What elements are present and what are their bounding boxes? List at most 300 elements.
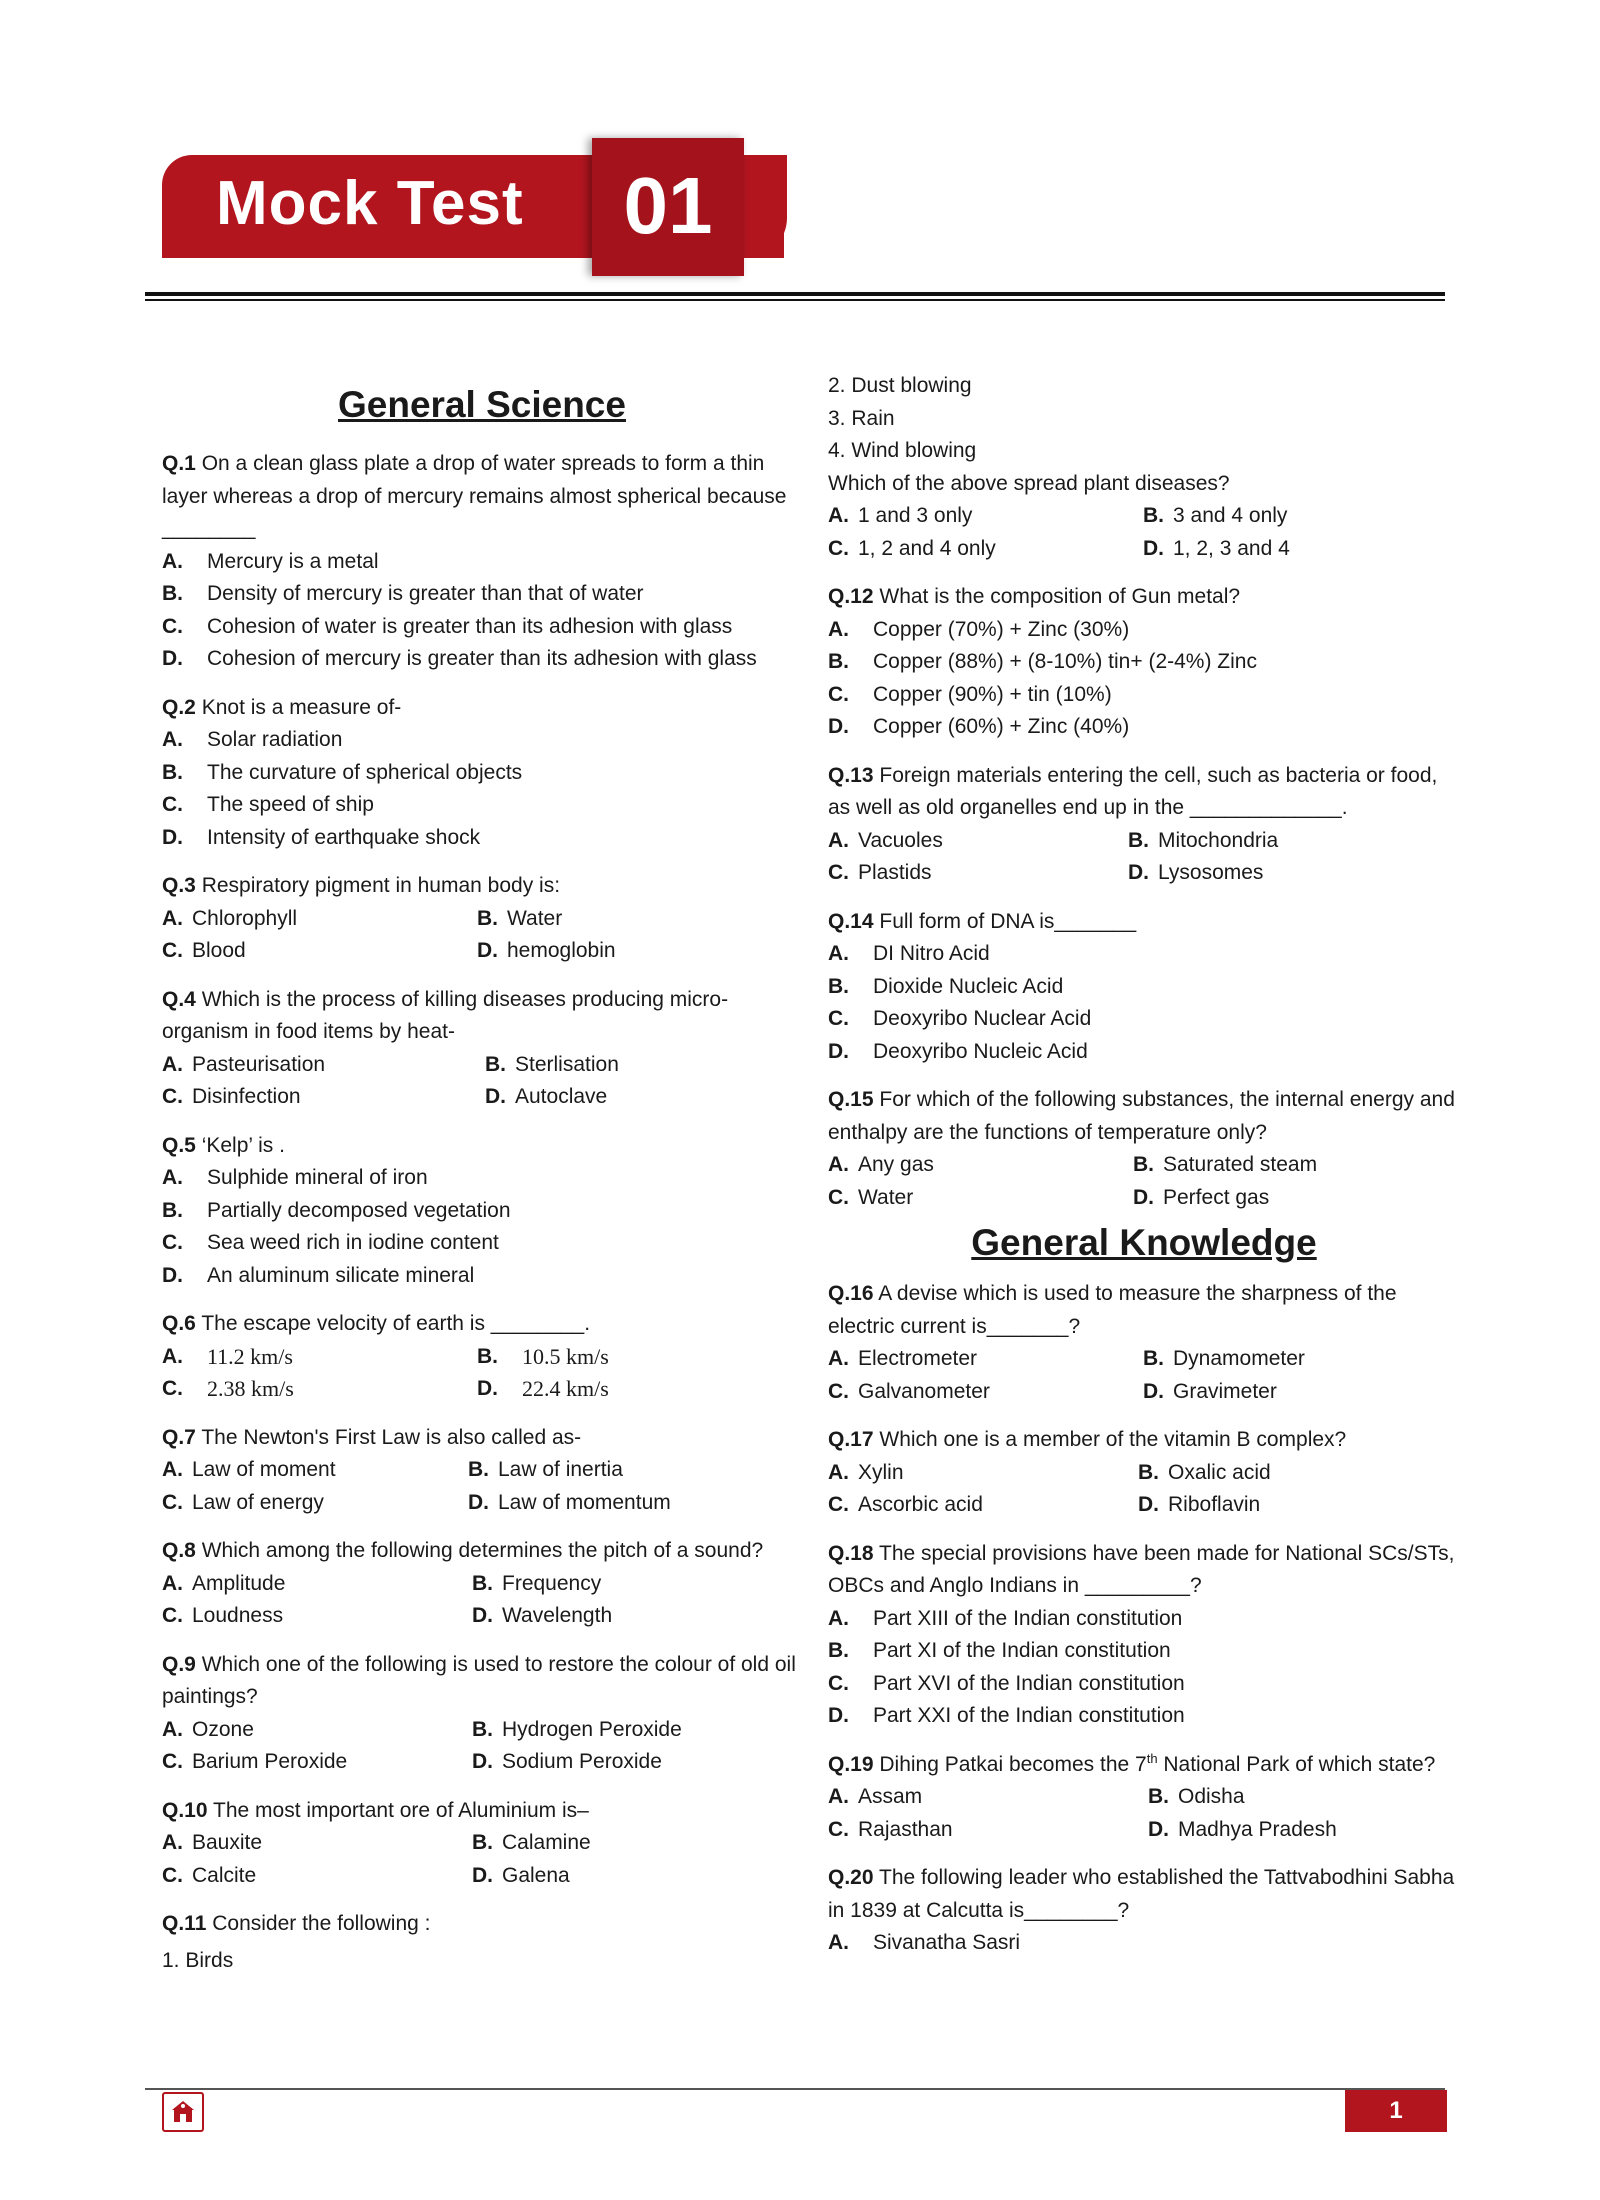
option-letter: B. (1143, 1347, 1164, 1370)
option-a[interactable] (828, 1927, 1460, 1960)
option-text: Electrometer (858, 1347, 978, 1370)
option-text: 11.2 km/s (207, 1343, 293, 1369)
option-text: Water (858, 1185, 914, 1209)
question-number: Q.12 (828, 585, 874, 608)
option-text: Sulphide mineral of iron (207, 1166, 428, 1189)
option-c[interactable] (162, 1600, 472, 1633)
option-letter: A. (162, 1052, 183, 1076)
section-title-general-knowledge: General Knowledge (971, 1222, 1317, 1263)
ordinal-suffix: th (1146, 1750, 1158, 1766)
question-text: The following leader who established the Tattvabodhini Sabha in 1839 at Calcutta is________? (828, 1866, 1455, 1922)
question-text: The most important ore of Aluminium is– (213, 1798, 589, 1822)
question-11-cont (828, 370, 1460, 565)
option-text: Copper (88%) + (8-10%) tin+ (2-4%) Zinc (873, 650, 1257, 673)
banner-number-box (592, 138, 744, 276)
option-text: Deoxyribo Nucleic Acid (873, 1039, 1088, 1063)
option-text: Calamine (502, 1831, 591, 1854)
option-text: Bauxite (192, 1831, 263, 1854)
option-letter: A. (828, 942, 849, 965)
option-a[interactable] (162, 1827, 472, 1860)
option-text: Water (507, 906, 563, 930)
option-b[interactable] (472, 1714, 802, 1747)
question-number: Q.1 (162, 452, 196, 475)
option-letter: C. (828, 1817, 849, 1841)
option-text: Rajasthan (858, 1817, 953, 1841)
option-d[interactable] (468, 1487, 802, 1520)
option-letter: B. (472, 1571, 493, 1595)
option-letter: D. (162, 647, 183, 670)
option-letter: C. (828, 682, 849, 706)
question-text: Dihing Patkai becomes the 7 (879, 1752, 1147, 1776)
option-text: Lysosomes (1158, 861, 1264, 884)
option-c[interactable] (828, 1003, 1460, 1036)
option-c[interactable] (828, 857, 1128, 890)
option-letter: A. (162, 1571, 183, 1595)
option-text: The curvature of spherical objects (207, 760, 523, 784)
option-d[interactable] (472, 1746, 802, 1779)
option-text: 2.38 km/s (207, 1376, 294, 1401)
option-text: Gravimeter (1173, 1379, 1277, 1403)
question-text: Which one of the following is used to restore the colour of old oil paintings? (162, 1652, 796, 1708)
option-letter: C. (828, 1185, 849, 1209)
option-text: 1, 2, 3 and 4 (1173, 536, 1290, 560)
option-text: Blood (192, 939, 246, 962)
option-text: Galena (502, 1863, 570, 1887)
option-letter: C. (162, 1863, 183, 1887)
option-a[interactable] (162, 724, 802, 757)
option-a[interactable] (828, 500, 1143, 533)
option-b[interactable] (485, 1049, 802, 1082)
question-text: Which one is a member of the vitamin B complex? (879, 1428, 1347, 1451)
option-c[interactable] (162, 1746, 472, 1779)
option-text: Chlorophyll (192, 906, 298, 930)
option-b[interactable] (162, 757, 802, 790)
option-text: 1, 2 and 4 only (858, 536, 996, 560)
option-letter: B. (828, 650, 849, 673)
option-letter: D. (1138, 1493, 1159, 1516)
option-text: Sea weed rich in iodine content (207, 1231, 499, 1254)
option-letter: A. (162, 1831, 183, 1854)
question-number: Q.17 (828, 1428, 874, 1451)
question-number: Q.6 (162, 1312, 196, 1335)
option-text: Density of mercury is greater than that of water (207, 582, 644, 605)
option-d[interactable] (1143, 1376, 1460, 1409)
list-item: 3. Rain (828, 406, 895, 430)
option-d[interactable] (1143, 533, 1460, 566)
option-text: Saturated steam (1163, 1153, 1318, 1176)
question-text: Foreign materials entering the cell, such as bacteria or food, as well as old organelles end up in the _____________. (828, 763, 1438, 819)
option-c[interactable] (828, 1814, 1148, 1847)
question-text: What is the composition of Gun metal? (879, 585, 1241, 608)
question-15 (828, 1084, 1460, 1214)
option-text: Mitochondria (1158, 828, 1279, 852)
question-text: A devise which is used to measure the sharpness of the electric current is_______? (828, 1282, 1397, 1338)
option-letter: D. (828, 1704, 849, 1727)
option-d[interactable] (477, 935, 802, 968)
option-letter: A. (162, 549, 183, 573)
option-letter: C. (828, 1671, 849, 1695)
question-17 (828, 1424, 1460, 1522)
option-text: Part XIII of the Indian constitution (873, 1606, 1183, 1630)
option-text: hemoglobin (507, 939, 616, 962)
question-12 (828, 581, 1460, 744)
option-letter: D. (472, 1604, 493, 1627)
option-text: Law of inertia (498, 1458, 623, 1481)
option-text: Madhya Pradesh (1178, 1817, 1337, 1841)
option-c[interactable] (828, 1668, 1460, 1701)
option-text: Frequency (502, 1571, 602, 1595)
option-text: Copper (60%) + Zinc (40%) (873, 715, 1130, 738)
option-text: Disinfection (192, 1085, 301, 1108)
option-a[interactable] (162, 1162, 802, 1195)
left-column (162, 372, 802, 1993)
question-5 (162, 1130, 802, 1293)
option-text: Loudness (192, 1604, 284, 1627)
option-b[interactable] (1133, 1149, 1460, 1182)
mock-test-banner (162, 138, 784, 276)
option-letter: C. (162, 1750, 183, 1773)
option-b[interactable] (1143, 500, 1460, 533)
option-letter: D. (162, 825, 183, 849)
option-letter: B. (828, 974, 849, 998)
option-letter: D. (477, 1377, 498, 1400)
option-c[interactable] (162, 935, 477, 968)
option-a[interactable] (162, 546, 802, 579)
option-text: Vacuoles (858, 828, 943, 852)
option-d[interactable] (162, 1260, 802, 1293)
question-number: Q.16 (828, 1282, 874, 1305)
option-letter: C. (162, 793, 183, 816)
option-text: The speed of ship (207, 793, 374, 816)
question-20 (828, 1862, 1460, 1960)
option-text: 10.5 km/s (522, 1343, 609, 1369)
option-letter: B. (485, 1052, 506, 1076)
option-d[interactable] (828, 1700, 1460, 1733)
option-text: Partially decomposed vegetation (207, 1198, 511, 1222)
option-a[interactable] (162, 903, 477, 936)
option-text: Perfect gas (1163, 1185, 1270, 1209)
option-letter: D. (1143, 536, 1164, 560)
option-d[interactable] (472, 1600, 802, 1633)
option-c[interactable] (162, 1227, 802, 1260)
question-text: Which among the following determines the pitch of a sound? (201, 1539, 764, 1562)
question-3 (162, 870, 802, 968)
option-letter: C. (162, 1604, 183, 1627)
list-item: 1. Birds (162, 1948, 234, 1972)
option-letter: C. (162, 1085, 183, 1108)
question-number: Q.2 (162, 695, 196, 719)
option-text: Copper (90%) + tin (10%) (873, 682, 1112, 706)
option-text: Part XI of the Indian constitution (873, 1639, 1171, 1662)
option-letter: A. (828, 828, 849, 852)
option-text: Barium Peroxide (192, 1750, 348, 1773)
option-c[interactable] (162, 789, 802, 822)
option-letter: D. (1143, 1379, 1164, 1403)
option-letter: A. (828, 1931, 849, 1954)
question-number: Q.4 (162, 987, 196, 1011)
question-text-cont: National Park of which state? (1157, 1752, 1436, 1776)
option-d[interactable] (1138, 1489, 1460, 1522)
option-d[interactable] (472, 1860, 802, 1893)
question-18 (828, 1538, 1460, 1733)
option-text: Ascorbic acid (858, 1493, 983, 1516)
option-text: 1 and 3 only (858, 504, 973, 527)
option-text: Law of moment (192, 1458, 336, 1481)
option-b[interactable] (828, 971, 1460, 1004)
option-text: Wavelength (502, 1604, 613, 1627)
question-number: Q.10 (162, 1798, 208, 1822)
option-letter: A. (828, 1785, 849, 1808)
option-letter: D. (485, 1085, 506, 1108)
option-letter: D. (1148, 1817, 1169, 1841)
question-text: Consider the following : (212, 1912, 431, 1935)
question-text: The Newton's First Law is also called as- (201, 1425, 582, 1449)
question-number: Q.7 (162, 1425, 196, 1449)
question-8 (162, 1535, 802, 1633)
question-19 (828, 1749, 1460, 1847)
option-c[interactable] (828, 1489, 1138, 1522)
option-letter: D. (828, 1039, 849, 1063)
option-text: Riboflavin (1168, 1493, 1261, 1516)
option-text: Sodium Peroxide (502, 1750, 662, 1773)
option-b[interactable] (828, 646, 1460, 679)
question-text: The special provisions have been made for National SCs/STs, OBCs and Anglo Indians in _________? (828, 1541, 1455, 1597)
option-letter: D. (162, 1263, 183, 1287)
option-letter: B. (477, 1344, 498, 1368)
footer-rule (145, 2088, 1445, 2090)
option-letter: A. (828, 1153, 849, 1176)
option-text: Solar radiation (207, 728, 343, 751)
test-number: 01 (623, 161, 713, 250)
option-text: Dioxide Nucleic Acid (873, 974, 1064, 998)
option-a[interactable] (828, 938, 1460, 971)
option-letter: A. (828, 1460, 849, 1484)
option-a[interactable] (828, 825, 1128, 858)
question-4 (162, 984, 802, 1114)
option-letter: D. (1128, 861, 1149, 884)
option-d[interactable] (1148, 1814, 1460, 1847)
question-14 (828, 906, 1460, 1069)
header-rule (145, 292, 1445, 296)
option-a[interactable] (162, 1454, 468, 1487)
option-text: Mercury is a metal (207, 549, 379, 573)
page-number: 1 (1345, 2090, 1447, 2132)
option-text: Xylin (858, 1460, 904, 1484)
option-b[interactable] (1148, 1781, 1460, 1814)
option-d[interactable] (477, 1373, 802, 1406)
option-letter: C. (162, 1377, 183, 1400)
option-letter: B. (477, 906, 498, 930)
option-letter: B. (828, 1639, 849, 1662)
option-text: Cohesion of water is greater than its adhesion with glass (207, 614, 733, 638)
option-text: Deoxyribo Nuclear Acid (873, 1007, 1092, 1030)
option-a[interactable] (162, 1568, 472, 1601)
question-1 (162, 448, 802, 676)
option-d[interactable] (1133, 1182, 1460, 1215)
option-text: Dynamometer (1173, 1347, 1305, 1370)
option-c[interactable] (162, 1860, 472, 1893)
option-letter: C. (828, 861, 849, 884)
option-text: Part XXI of the Indian constitution (873, 1704, 1185, 1727)
option-text: 3 and 4 only (1173, 504, 1288, 527)
header-rule-thin (145, 299, 1445, 301)
option-letter: C. (828, 1493, 849, 1516)
option-letter: A. (162, 1166, 183, 1189)
question-10 (162, 1795, 802, 1893)
option-letter: B. (162, 1198, 183, 1222)
question-11-start (162, 1908, 802, 1977)
option-letter: A. (162, 1344, 183, 1368)
option-d[interactable] (828, 711, 1460, 744)
option-a[interactable] (162, 1341, 477, 1374)
option-letter: A. (162, 906, 183, 930)
option-d[interactable] (485, 1081, 802, 1114)
option-b[interactable] (1138, 1457, 1460, 1490)
option-c[interactable] (162, 1081, 485, 1114)
question-text: Respiratory pigment in human body is: (201, 874, 561, 897)
option-text: Odisha (1178, 1785, 1245, 1808)
logo-icon (162, 2092, 204, 2132)
option-text: Part XVI of the Indian constitution (873, 1671, 1185, 1695)
option-b[interactable] (477, 1341, 802, 1374)
option-a[interactable] (828, 614, 1460, 647)
option-letter: D. (472, 1750, 493, 1773)
option-b[interactable] (1143, 1343, 1460, 1376)
option-d[interactable] (1128, 857, 1460, 890)
option-letter: B. (1138, 1460, 1159, 1484)
option-text: Pasteurisation (192, 1052, 326, 1076)
option-letter: A. (828, 1606, 849, 1630)
option-letter: A. (828, 617, 849, 641)
option-b[interactable] (162, 1195, 802, 1228)
option-text: Cohesion of mercury is greater than its adhesion with glass (207, 647, 757, 670)
option-letter: B. (162, 582, 183, 605)
option-text: Copper (70%) + Zinc (30%) (873, 617, 1130, 641)
question-16 (828, 1278, 1460, 1408)
option-text: Amplitude (192, 1571, 286, 1595)
option-a[interactable] (162, 1714, 472, 1747)
option-text: Sivanatha Sasri (873, 1931, 1021, 1954)
option-letter: C. (828, 1379, 849, 1403)
option-letter: A. (828, 504, 849, 527)
question-13 (828, 760, 1460, 890)
option-c[interactable] (162, 1487, 468, 1520)
option-a[interactable] (828, 1149, 1133, 1182)
option-a[interactable] (828, 1603, 1460, 1636)
option-letter: B. (1143, 504, 1164, 527)
option-d[interactable] (828, 1036, 1460, 1069)
question-number: Q.19 (828, 1752, 874, 1776)
option-letter: C. (828, 1007, 849, 1030)
option-text: Assam (858, 1785, 923, 1808)
option-letter: A. (162, 1458, 183, 1481)
option-b[interactable] (477, 903, 802, 936)
option-text: Autoclave (515, 1085, 608, 1108)
option-letter: B. (1148, 1785, 1169, 1808)
option-c[interactable] (828, 533, 1143, 566)
question-number: Q.3 (162, 874, 196, 897)
option-c[interactable] (828, 1376, 1143, 1409)
question-number: Q.9 (162, 1652, 196, 1676)
list-item: 2. Dust blowing (828, 374, 972, 397)
option-b[interactable] (472, 1827, 802, 1860)
option-letter: C. (162, 1231, 183, 1254)
section-title-general-science: General Science (338, 384, 626, 425)
option-letter: C. (162, 1490, 183, 1514)
option-letter: B. (468, 1458, 489, 1481)
option-text: Sterlisation (515, 1052, 619, 1076)
option-letter: C. (162, 939, 183, 962)
question-number: Q.5 (162, 1133, 196, 1157)
option-c[interactable] (828, 679, 1460, 712)
option-text: Intensity of earthquake shock (207, 825, 481, 849)
option-text: Ozone (192, 1717, 254, 1741)
question-number: Q.20 (828, 1866, 874, 1889)
option-text: Law of energy (192, 1490, 324, 1514)
right-column (828, 370, 1460, 1976)
question-number: Q.8 (162, 1539, 196, 1562)
option-text: An aluminum silicate mineral (207, 1263, 475, 1287)
option-letter: A. (162, 1717, 183, 1741)
option-letter: B. (162, 760, 183, 784)
option-text: Any gas (858, 1153, 934, 1176)
option-c[interactable] (162, 1373, 477, 1406)
option-b[interactable] (472, 1568, 802, 1601)
question-number: Q.18 (828, 1541, 874, 1565)
option-a[interactable] (828, 1457, 1138, 1490)
option-a[interactable] (828, 1343, 1143, 1376)
question-number: Q.15 (828, 1088, 874, 1111)
option-text: Law of momentum (498, 1490, 671, 1514)
option-b[interactable] (468, 1454, 802, 1487)
option-a[interactable] (162, 1049, 485, 1082)
option-c[interactable] (828, 1182, 1133, 1215)
option-b[interactable] (1128, 825, 1460, 858)
question-6 (162, 1308, 802, 1406)
question-number: Q.13 (828, 763, 874, 787)
option-b[interactable] (162, 578, 802, 611)
option-letter: D. (468, 1490, 489, 1514)
option-text: Hydrogen Peroxide (502, 1717, 682, 1741)
option-d[interactable] (162, 643, 802, 676)
question-9 (162, 1649, 802, 1779)
option-c[interactable] (162, 611, 802, 644)
option-letter: B. (1128, 828, 1149, 852)
option-letter: D. (1133, 1185, 1154, 1209)
option-a[interactable] (828, 1781, 1148, 1814)
banner-title: Mock Test (216, 169, 524, 238)
question-2 (162, 692, 802, 855)
question-number: Q.14 (828, 909, 874, 933)
option-letter: D. (828, 715, 849, 738)
option-text: Galvanometer (858, 1379, 990, 1403)
option-b[interactable] (828, 1635, 1460, 1668)
option-letter: B. (1133, 1153, 1154, 1176)
option-letter: C. (162, 614, 183, 638)
option-d[interactable] (162, 822, 802, 855)
option-letter: D. (472, 1863, 493, 1887)
question-text: Which is the process of killing diseases producing micro-organism in food items by heat- (162, 987, 729, 1043)
question-number: Q.11 (162, 1912, 207, 1935)
option-text: Calcite (192, 1863, 257, 1887)
option-letter: B. (472, 1717, 493, 1741)
option-letter: D. (477, 939, 498, 962)
question-text: ‘Kelp’ is . (201, 1133, 285, 1157)
option-text: DI Nitro Acid (873, 942, 990, 965)
option-letter: B. (472, 1831, 493, 1854)
question-prompt: Which of the above spread plant diseases? (828, 471, 1230, 495)
list-item: 4. Wind blowing (828, 439, 977, 462)
